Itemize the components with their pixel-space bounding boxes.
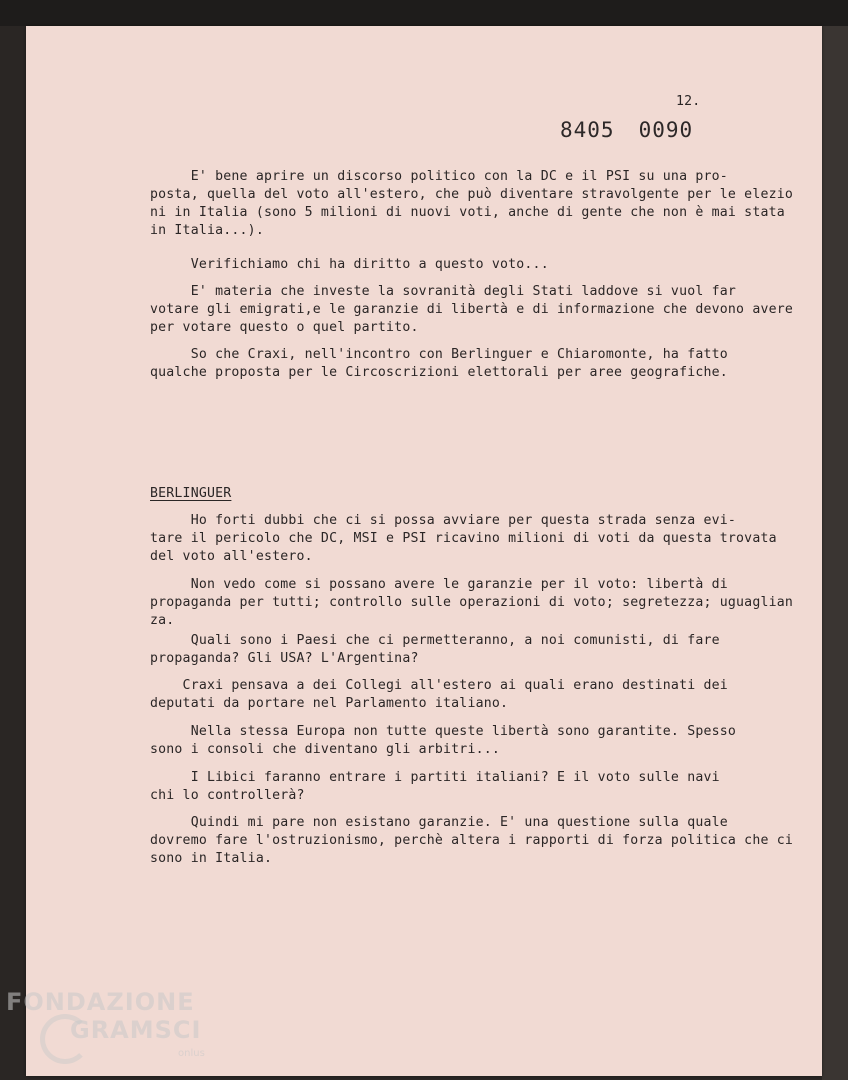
text-line: sono in Italia.	[150, 851, 273, 866]
fondazione-gramsci-logo	[6, 988, 216, 1068]
paragraph-2	[150, 256, 774, 274]
text-line: E' materia che investe la sovranità degli Stati laddove si vuol far	[150, 284, 737, 299]
text-line: per votare questo o quel partito.	[150, 320, 419, 335]
text-line: za.	[150, 613, 175, 628]
text-line: Craxi pensava a dei Collegi all'estero ai quali erano destinati dei	[150, 678, 728, 693]
logo-line-2: GRAMSCI	[70, 1016, 202, 1044]
text-line: posta, quella del voto all'estero, che può diventare stravolgente per le elezio	[150, 187, 794, 202]
paragraph-11	[150, 814, 794, 868]
text-line: propaganda per tutti; controllo sulle operazioni di voto; segretezza; uguaglian	[150, 595, 794, 610]
text-line: tare il pericolo che DC, MSI e PSI ricavino milioni di voti da questa trovata	[150, 531, 777, 546]
text-line: votare gli emigrati,e le garanzie di libertà e di informazione che devono avere	[150, 302, 794, 317]
text-line: I Libici faranno entrare i partiti italiani? E il voto sulle navi	[150, 770, 720, 785]
scanner-background	[0, 0, 848, 26]
paragraph-6	[150, 576, 794, 630]
text-line: Non vedo come si possano avere le garanzie per il voto: libertà di	[150, 577, 728, 592]
paragraph-9	[150, 723, 774, 759]
text-line: Ho forti dubbi che ci si possa avviare per questa strada senza evi-	[150, 513, 737, 528]
text-line: Verifichiamo chi ha diritto a questo voto...	[150, 257, 549, 272]
page-number: 12.	[676, 94, 701, 109]
paragraph-7	[150, 632, 774, 668]
stamp-number-left: 8405	[560, 118, 615, 142]
logo-line-1: FONDAZIONE	[6, 988, 195, 1016]
text-line: Quali sono i Paesi che ci permetteranno, a noi comunisti, di fare	[150, 633, 720, 648]
text-line: del voto all'estero.	[150, 549, 313, 564]
paragraph-10	[150, 769, 774, 805]
archive-stamp	[560, 118, 693, 142]
text-line: So che Craxi, nell'incontro con Berlinguer e Chiaromonte, ha fatto	[150, 347, 728, 362]
scanner-background-edge	[822, 26, 848, 1080]
logo-line-3: onlus	[178, 1048, 205, 1059]
text-line: Quindi mi pare non esistano garanzie. E' una questione sulla quale	[150, 815, 728, 830]
paragraph-8	[150, 677, 774, 713]
paragraph-1	[150, 168, 794, 240]
text-line: chi lo controllerà?	[150, 788, 305, 803]
text-line: in Italia...).	[150, 223, 264, 238]
text-line: ni in Italia (sono 5 milioni di nuovi voti, anche di gente che non è mai stata	[150, 205, 785, 220]
stamp-number-right: 0090	[638, 118, 694, 142]
text-line: Nella stessa Europa non tutte queste libertà sono garantite. Spesso	[150, 724, 737, 739]
text-line: E' bene aprire un discorso politico con la DC e il PSI su una pro-	[150, 169, 728, 184]
text-line: propaganda? Gli USA? L'Argentina?	[150, 651, 419, 666]
text-line: qualche proposta per le Circoscrizioni elettorali per aree geografiche.	[150, 365, 728, 380]
speaker-heading: BERLINGUER	[150, 486, 232, 501]
paragraph-5	[150, 512, 777, 566]
text-line: sono i consoli che diventano gli arbitri...	[150, 742, 501, 757]
text-line: dovremo fare l'ostruzionismo, perchè altera i rapporti di forza politica che ci	[150, 833, 794, 848]
text-line: deputati da portare nel Parlamento italiano.	[150, 696, 509, 711]
paragraph-4	[150, 346, 774, 382]
paragraph-3	[150, 283, 794, 337]
